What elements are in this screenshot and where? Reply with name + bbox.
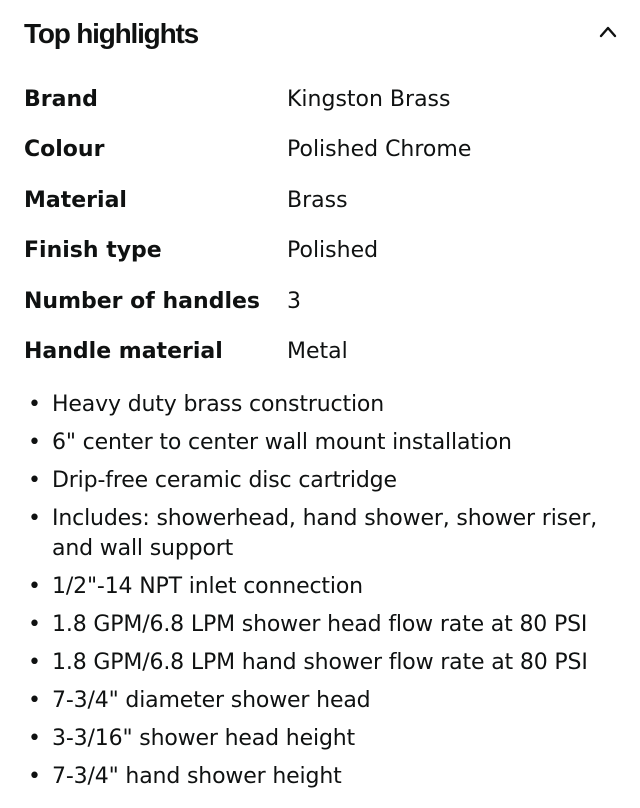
spec-row-material (24, 175, 624, 226)
spec-value: Brass (287, 187, 348, 213)
feature-text: 7-3/4" hand shower height (52, 764, 342, 789)
bullet-icon: • (28, 468, 41, 493)
spec-label: Brand (24, 86, 98, 112)
feature-text: 1.8 GPM/6.8 LPM shower head flow rate at 80 PSI (52, 612, 588, 637)
spec-value: 3 (287, 288, 301, 314)
spec-row-brand (24, 74, 624, 125)
bullet-icon: • (28, 726, 41, 751)
spec-label: Finish type (24, 238, 162, 264)
specs-table (24, 74, 624, 377)
feature-text: 3-3/16" shower head height (52, 726, 356, 751)
bullet-icon: • (28, 574, 41, 599)
top-highlights-header[interactable] (24, 12, 624, 56)
spec-label: Colour (24, 137, 105, 163)
spec-label: Material (24, 187, 127, 213)
feature-bullet-list (24, 390, 634, 800)
feature-item (24, 504, 634, 564)
feature-item (24, 686, 634, 716)
feature-text: 1.8 GPM/6.8 LPM hand shower flow rate at 80 PSI (52, 650, 588, 675)
feature-text: Includes: showerhead, hand shower, shower riser, and wall support (52, 506, 598, 561)
spec-label: Number of handles (24, 288, 260, 314)
feature-item (24, 466, 634, 496)
feature-item (24, 724, 634, 754)
feature-item (24, 762, 634, 792)
feature-item (24, 648, 634, 678)
feature-item (24, 390, 634, 420)
spec-row-colour (24, 125, 624, 176)
spec-row-number-of-handles (24, 276, 624, 327)
chevron-up-icon (592, 16, 624, 48)
feature-text: Drip-free ceramic disc cartridge (52, 468, 397, 493)
spec-value: Polished Chrome (287, 137, 472, 163)
feature-text: 7-3/4" diameter shower head (52, 688, 371, 713)
feature-item (24, 572, 634, 602)
bullet-icon: • (28, 612, 41, 637)
bullet-icon: • (28, 764, 41, 789)
bullet-icon: • (28, 506, 41, 531)
spec-row-finish-type (24, 226, 624, 277)
bullet-icon: • (28, 650, 41, 675)
bullet-icon: • (28, 430, 41, 455)
feature-item (24, 610, 634, 640)
spec-value: Metal (287, 339, 348, 365)
spec-value: Polished (287, 238, 379, 264)
bullet-icon: • (28, 688, 41, 713)
feature-text: 6" center to center wall mount installation (52, 430, 512, 455)
spec-row-handle-material (24, 327, 624, 378)
bullet-icon: • (28, 392, 41, 417)
feature-text: Heavy duty brass construction (52, 392, 385, 417)
spec-value: Kingston Brass (287, 86, 451, 112)
feature-item (24, 428, 634, 458)
section-title: Top highlights (24, 18, 198, 49)
feature-text: 1/2"-14 NPT inlet connection (52, 574, 363, 599)
spec-label: Handle material (24, 339, 223, 365)
collapse-button[interactable] (592, 16, 624, 48)
